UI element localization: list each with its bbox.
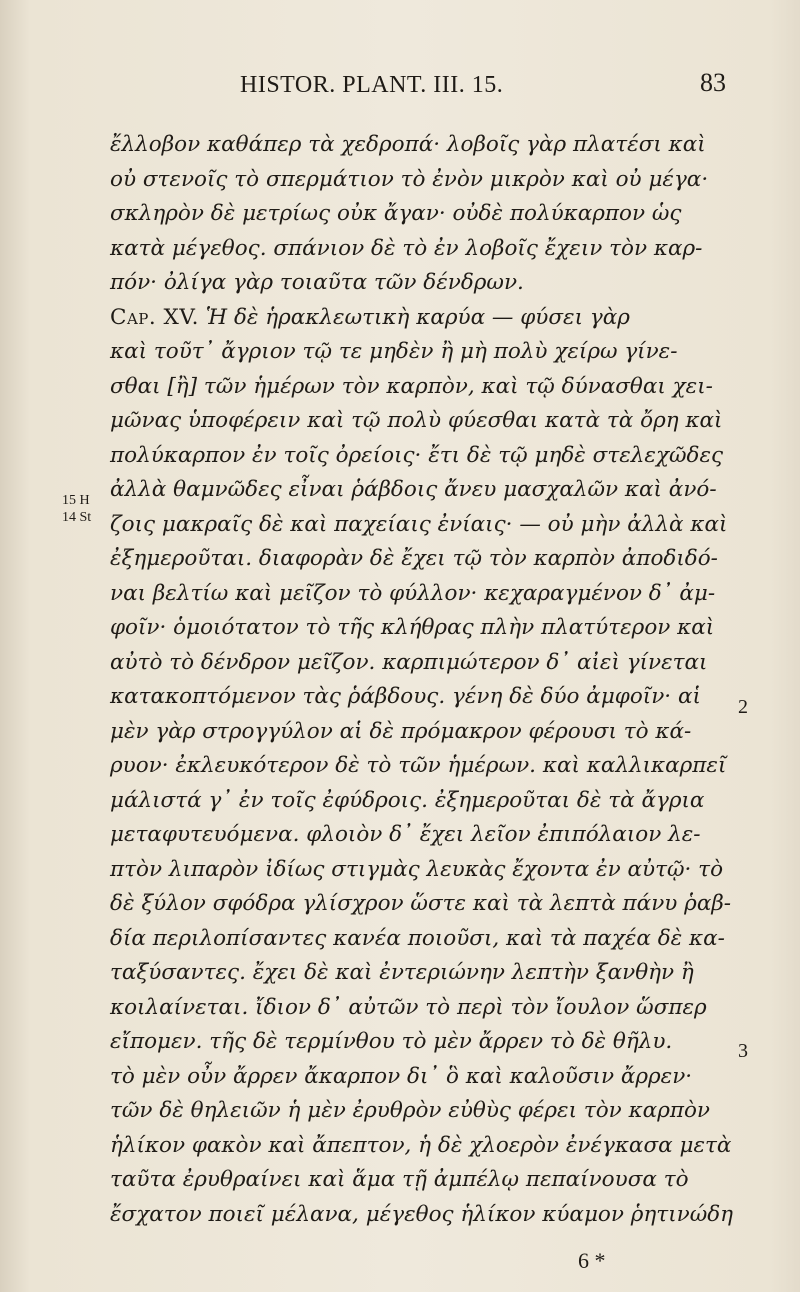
text-line: κοιλαίνεται. ἴδιον δ᾽ αὐτῶν τὸ περὶ τὸν ἴουλον ὥσπερ	[110, 994, 707, 1020]
text-line: τὸ μὲν οὖν ἄρρεν ἄκαρπον δι᾽ ὃ καὶ καλοῦσιν ἄρρεν·	[110, 1063, 693, 1089]
text-line: ἔσχατον ποιεῖ μέλανα, μέγεθος ἡλίκον κύαμον ῥητινώδη	[110, 1201, 734, 1227]
chapter-label: Cap. XV.	[110, 304, 199, 330]
text-line: καὶ τοῦτ᾽ ἄγριον τῷ τε μηδὲν ἢ μὴ πολὺ χείρω γίνε-	[110, 339, 678, 364]
section-number-2: 2	[738, 696, 748, 718]
text-line: ἡλίκον φακὸν καὶ ἄπεπτον, ἡ δὲ χλοερὸν ἐνέγκασα μετὰ	[110, 1132, 732, 1158]
text-line: μὲν γὰρ στρογγύλον αἱ δὲ πρόμακρον φέρουσι τὸ κά-	[110, 718, 692, 744]
text-line: κατακοπτόμενον τὰς ῥάβδους. γένη δὲ δύο ἀμφοῖν· αἱ	[110, 684, 701, 709]
text-line: ταῦτα ἐρυθραίνει καὶ ἅμα τῇ ἀμπέλῳ πεπαίνουσα τὸ	[110, 1167, 689, 1192]
text-line: σθαι [ἢ] τῶν ἡμέρων τὸν καρπὸν, καὶ τῷ δύνασθαι χει-	[110, 373, 713, 399]
text-line: ζοις μακραῖς δὲ καὶ παχείαις ἐνίαις· — οὐ μὴν ἀλλὰ καὶ	[110, 511, 728, 537]
text-line: μῶνας ὑποφέρειν καὶ τῷ πολὺ φύεσθαι κατὰ τὰ ὄρη καὶ	[110, 408, 723, 433]
text-line: εἴπομεν. τῆς δὲ τερμίνθου τὸ μὲν ἄρρεν τὸ δὲ θῆλυ.	[110, 1029, 673, 1054]
text-line: ρυον· ἐκλευκότερον δὲ τὸ τῶν ἡμέρων. καὶ καλλικαρπεῖ	[110, 753, 727, 778]
chapter-first-line: Ἡ δὲ ἡρακλεωτικὴ καρύα — φύσει γὰρ	[198, 304, 630, 330]
text-line: ταξύσαντες. ἔχει δὲ καὶ ἐντεριώνην λεπτὴν ξανθὴν ἢ	[110, 960, 694, 985]
text-line: αὐτὸ τὸ δένδρον μεῖζον. καρπιμώτερον δ᾽ αἰεὶ γίνεται	[110, 649, 708, 675]
body-text	[110, 128, 740, 1232]
text-line: μάλιστά γ᾽ ἐν τοῖς ἐφύδροις. ἐξημεροῦται δὲ τὰ ἄγρια	[110, 787, 705, 813]
text-line: κατὰ μέγεθος. σπάνιον δὲ τὸ ἐν λοβοῖς ἔχειν τὸν καρ-	[110, 235, 703, 261]
running-title: HISTOR. PLANT. III. 15.	[240, 72, 504, 98]
text-line: δία περιλοπίσαντες κανέα ποιοῦσι, καὶ τὰ παχέα δὲ κα-	[110, 925, 725, 951]
margin-ref-hort: 15 H	[62, 493, 90, 508]
text-line: ναι βελτίω καὶ μεῖζον τὸ φύλλον· κεχαραγμένον δ᾽ ἀμ-	[110, 580, 716, 606]
signature-mark: 6 *	[578, 1248, 606, 1273]
text-line: τῶν δὲ θηλειῶν ἡ μὲν ἐρυθρὸν εὐθὺς φέρει τὸν καρπὸν	[110, 1098, 710, 1123]
text-line: σκληρὸν δὲ μετρίως οὐκ ἄγαν· οὐδὲ πολύκαρπον ὡς	[110, 201, 682, 226]
text-line: πόν· ὀλίγα γὰρ τοιαῦτα τῶν δένδρων.	[110, 270, 524, 295]
page-number: 83	[700, 68, 726, 97]
margin-ref-stackhouse: 14 St	[62, 510, 92, 525]
text-line: ἔλλοβον καθάπερ τὰ χεδροπά· λοβοῖς γὰρ πλατέσι καὶ	[110, 132, 706, 157]
section-number-3: 3	[738, 1040, 748, 1062]
text-line: ἐξημεροῦται. διαφορὰν δὲ ἔχει τῷ τὸν καρπὸν ἀποδιδό-	[110, 546, 718, 571]
text-line: μεταφυτευόμενα. φλοιὸν δ᾽ ἔχει λεῖον ἐπιπόλαιον λε-	[110, 822, 701, 847]
text-line: πολύκαρπον ἐν τοῖς ὀρείοις· ἔτι δὲ τῷ μηδὲ στελεχῶδες	[110, 442, 724, 468]
text-line: οὐ στενοῖς τὸ σπερμάτιον τὸ ἐνὸν μικρὸν καὶ οὐ μέγα·	[110, 166, 709, 192]
text-line: δὲ ξύλον σφόδρα γλίσχρον ὥστε καὶ τὰ λεπτὰ πάνυ ῥαβ-	[110, 891, 732, 916]
text-line: ἀλλὰ θαμνῶδες εἶναι ῥάβδοις ἄνευ μασχαλῶν καὶ ἀνό-	[110, 477, 717, 502]
text-line: φοῖν· ὁμοιότατον τὸ τῆς κλήθρας πλὴν πλατύτερον καὶ	[110, 615, 715, 640]
chapter-heading-line	[110, 301, 740, 336]
text-line: πτὸν λιπαρὸν ἰδίως στιγμὰς λευκὰς ἔχοντα ἐν αὐτῷ· τὸ	[110, 856, 724, 882]
